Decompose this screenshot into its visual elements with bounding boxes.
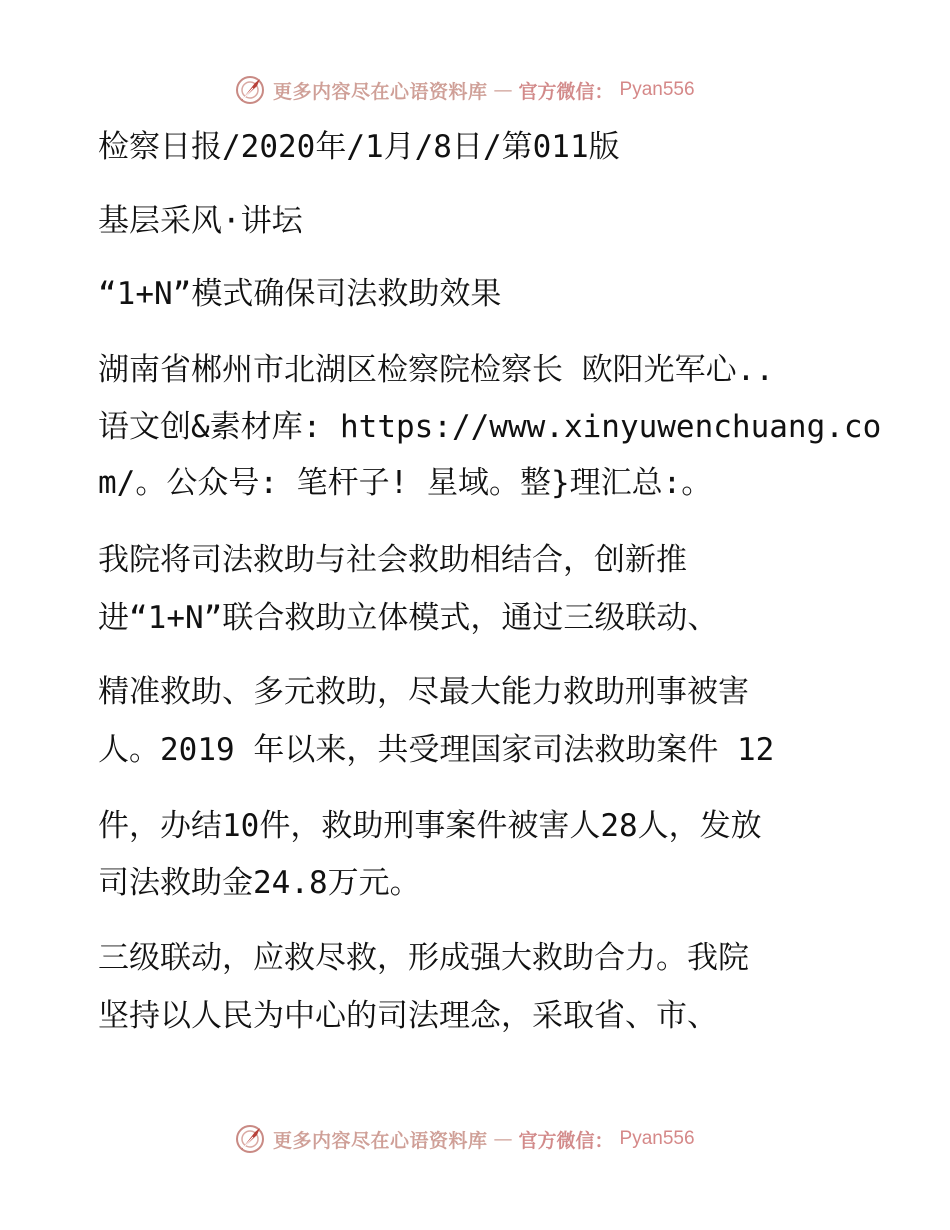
- doc-line-body: 司法救助金24.8万元。: [98, 865, 421, 901]
- doc-line-body: 精准救助、多元救助，尽最大能力救助刑事被害: [98, 674, 749, 710]
- header-watermark: [233, 73, 695, 107]
- watermark-brand: 更多内容尽在心语资料库: [273, 80, 488, 103]
- doc-line-source: 检察日报/2020年/1月/8日/第011版: [98, 129, 620, 165]
- quill-logo-icon: [233, 1122, 267, 1156]
- doc-line-column: 基层采风·讲坛: [98, 203, 303, 239]
- doc-line-body: 三级联动，应救尽救，形成强大救助合力。我院: [98, 940, 749, 976]
- watermark-brand: 更多内容尽在心语资料库: [273, 1129, 488, 1152]
- doc-line-source-note-1: 语文创&素材库: https://www.xinyuwenchuang.co: [98, 409, 882, 445]
- doc-line-source-note-2: m/。公众号: 笔杆子! 星域。整}理汇总:。: [98, 465, 713, 501]
- doc-line-body: 人。2019 年以来，共受理国家司法救助案件 12: [98, 732, 775, 768]
- watermark-handle: Pyan556: [619, 79, 695, 100]
- watermark-dash: —: [493, 79, 513, 101]
- watermark-handle: Pyan556: [619, 1128, 695, 1149]
- quill-logo-icon: [233, 73, 267, 107]
- doc-line-body: 我院将司法救助与社会救助相结合，创新推: [98, 542, 687, 578]
- footer-watermark: [233, 1122, 695, 1156]
- doc-line-title: “1+N”模式确保司法救助效果: [98, 276, 502, 312]
- doc-line-body: 件，办结10件，救助刑事案件被害人28人，发放: [98, 808, 762, 844]
- watermark-official: 官方微信：: [518, 1129, 614, 1152]
- doc-line-body: 进“1+N”联合救助立体模式，通过三级联动、: [98, 600, 719, 636]
- doc-line-body: 坚持以人民为中心的司法理念，采取省、市、: [98, 998, 718, 1034]
- doc-line-author: 湖南省郴州市北湖区检察院检察长 欧阳光军心..: [98, 352, 774, 388]
- watermark-official: 官方微信：: [518, 80, 614, 103]
- watermark-dash: —: [493, 1128, 513, 1150]
